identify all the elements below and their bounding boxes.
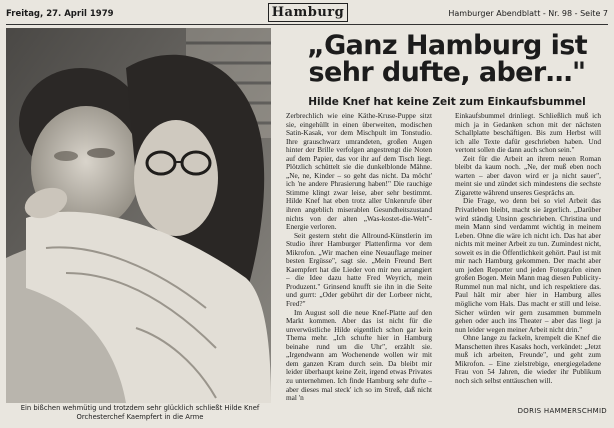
paragraph: Zerbrechlich wie eine Käthe-Kruse-Puppe sitzt sie, eingehüllt in einen überweiten, modischen Satin-Kasak, vor dem Mischpult im Tonstudio. Ihre grauschwarz umrandeten, großen Augen hinter der Brille verfolgen angestrengt die Noten auf dem Papier, das vor ihr auf dem Tisch liegt. Plötzlich schüttelt sie die dunkelblonde Mähne. „Ne, ne, Kinder – so geht das nicht. Da möcht' ich 'ne andere Phrasierung haben!" Die rauchige Stimme klingt zwar leise, aber sehr bestimmt. Hilde Knef hat eben trotz aller Unkenrufe über ihren angeblich miserablen Gesundheitszustand nichts von der alten „Was-kostet-die-Welt"-Energie verloren.: [286, 112, 432, 232]
paragraph: Die Frage, wo denn bei so viel Arbeit das Privatleben bleibt, macht sie ärgerlich. „Darüber wird ständig Unsinn geschrieben. Christina und mein Mann sind verdammt wichtig in meinem Leben. Ohne die wäre ich nicht ich. Das hat aber nichts mit meiner Arbeit zu tun. Zumindest nicht, soweit es in die Öffentlichkeit gehört. Paul ist mit mir nach Hamburg gekommen. Der macht aber um jeden Reporter und jeden Fotografen einen großen Bogen. Mein Mann mag diesen Publicity-Rummel nun mal nicht, und ich respektiere das. Paul hält mir aber hier in Hamburg alles mögliche vom Hals. Das macht er still und leise. Sicher würden wir gern zusammen bummeln gehen oder auch ins Theater – aber das liegt ja nun leider wegen meiner Arbeit nicht drin.": [455, 196, 601, 334]
issue-date: Freitag, 27. April 1979: [6, 9, 114, 19]
article-headline: [288, 32, 606, 86]
paragraph: Im August soll die neue Knef-Platte auf den Markt kommen. Aber das ist nicht für die unverwüstliche Hilde eigentlich schon gar kein Thema mehr. „Ich schufte hier in Hamburg beinahe rund um die Uhr", erzählt sie. „Irgendwann am Wochenende wollen wir mit dem ganzen Kram durch sein. Da bleibt mir leider überhaupt keine Zeit, irgend etwas Privates zu unternehmen. Ich finde Hamburg sehr dufte – aber dieses mal steck' ich so im Streß, daß nicht mal 'n: [286, 307, 432, 403]
article-subheadline: Hilde Knef hat keine Zeit zum Einkaufsbummel: [308, 96, 586, 108]
paragraph: Ohne lange zu fackeln, krempelt die Knef die Manschetten ihres Kasaks hoch, verkündet: „Jetzt muß ich arbeiten, Freunde", und geht zum Mikrofon. – Eine zielstrebige, energiegeladene Frau von 54 Jahren, die wieder ihr Publikum noch sich selbst enttäuschen will.: [455, 333, 601, 385]
masthead: [6, 3, 608, 23]
paragraph: Zeit für die Arbeit an ihrem neuen Roman bleibt da kaum noch. „Ne, der muß eben noch warten – aber davon wird er ja nicht sauer", meint sie und zündet sich mindestens die sechste Zigarette während unseres Gesprächs an.: [455, 153, 601, 197]
author-byline: DORIS HAMMERSCHMID: [517, 407, 607, 415]
headline-line-1: „Ganz Hamburg ist: [306, 30, 588, 61]
publication-info: Hamburger Abendblatt - Nr. 98 - Seite 7: [448, 9, 608, 18]
article-photo: [6, 28, 271, 403]
paragraph: Einkaufsbummel drinliegt. Schließlich muß ich mich ja in Gedanken schon mit der nächsten Schallplatte beschäftigen. Bis zum Herbst will ich alle Texte dafür geschrieben haben. Und vertont sollen die dann auch schon sein.": [455, 112, 601, 155]
masthead-rule: [6, 24, 608, 25]
paragraph: Seit gestern steht die Allround-Künstlerin im Studio ihrer Hamburger Plattenfirma vor dem Mikrofon. „Wir machen eine Neuauflage meiner besten Ergüsse", sagt sie. „Mein Freund Bert Kaempfert hat die Lieder von mir neu arrangiert – die Idee dazu hatte Fred Weyrich, mein Produzent." Grinsend knufft sie ihn in die Seite und gurrt: „Oder gebührt dir der Lorbeer nicht, Fred?": [286, 230, 432, 309]
text-column-1: [286, 112, 432, 418]
section-title: Hamburg: [268, 3, 348, 22]
photo-caption: Ein bißchen wehmütig und trotzdem sehr glücklich schließt Hilde Knef Orchesterchef Kaempfert in die Arme: [20, 404, 260, 421]
headline-line-2: sehr dufte, aber…": [308, 57, 586, 88]
text-column-2: [455, 112, 601, 418]
